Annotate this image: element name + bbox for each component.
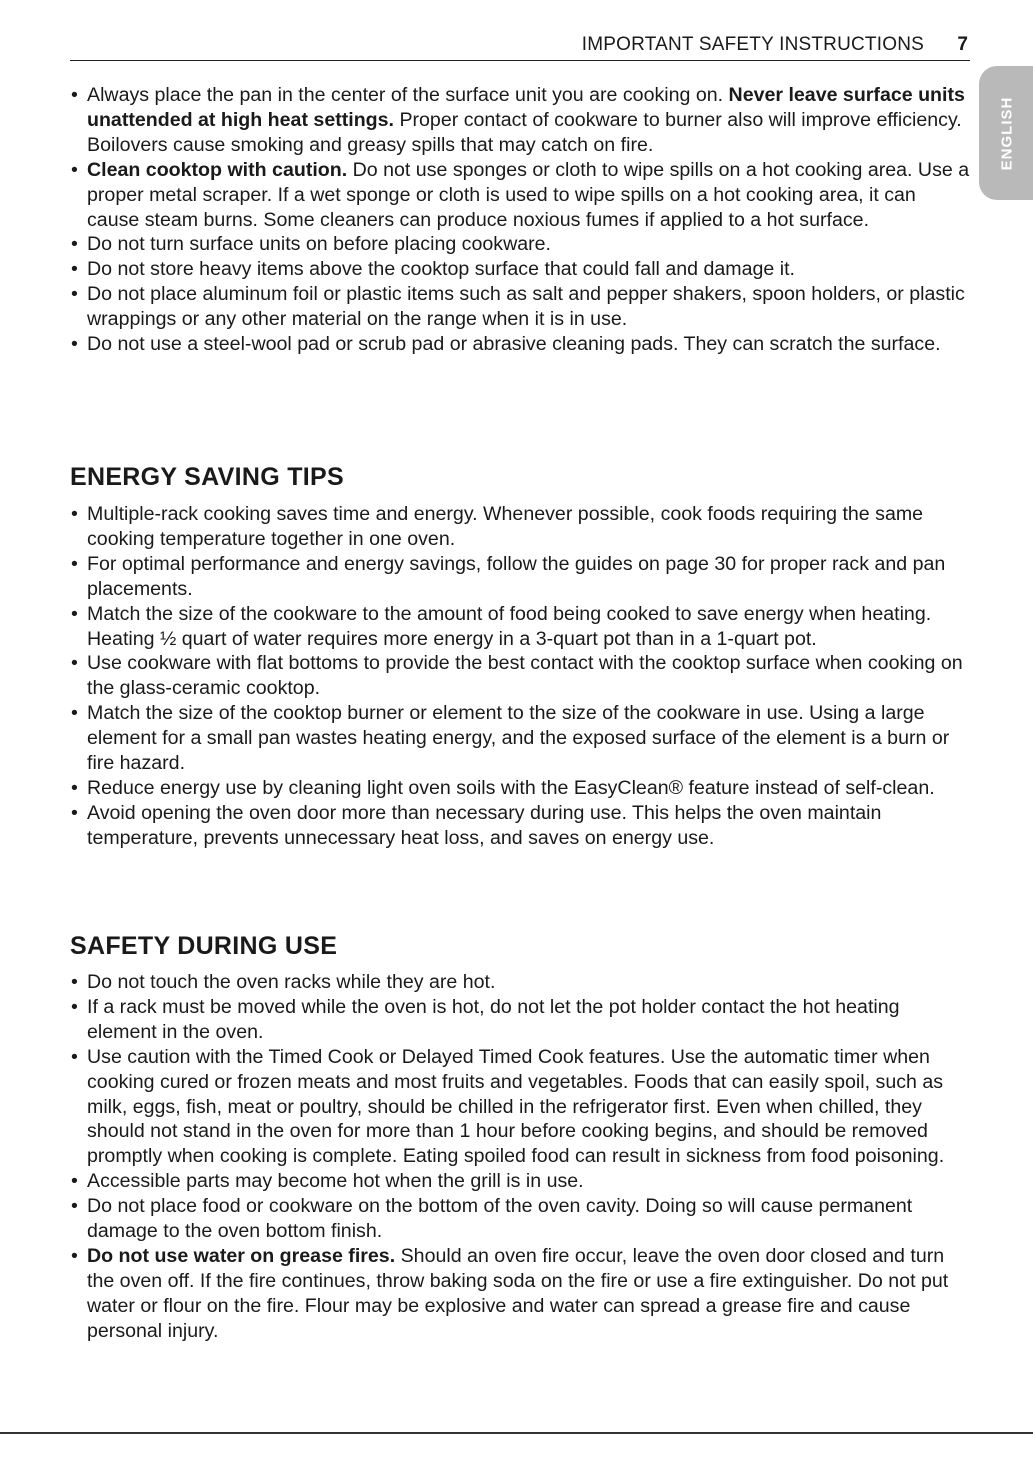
- list-item: • Do not use a steel-wool pad or scrub pad or abrasive cleaning pads. They can scratch the surface.: [70, 332, 970, 357]
- list-item: • Accessible parts may become hot when the grill is in use.: [70, 1169, 970, 1194]
- list-item: • Do not place aluminum foil or plastic items such as salt and pepper shakers, spoon holders, or plastic wrappings or any other material on the range when it is in use.: [70, 282, 970, 332]
- list-item: • Do not store heavy items above the cooktop surface that could fall and damage it.: [70, 257, 970, 282]
- list-item: • Clean cooktop with caution. Do not use sponges or cloth to wipe spills on a hot cooking area. Use a proper metal scraper. If a wet sponge or cloth is used to wipe spills on a hot cooking area, it can cause steam burns. Some cleaners can produce noxious fumes if applied to a hot surface.: [70, 158, 970, 233]
- page-number: 7: [957, 34, 968, 55]
- list-item: • Use cookware with flat bottoms to provide the best contact with the cooktop surface when cooking on the glass-ceramic cooktop.: [70, 651, 970, 701]
- header-title: IMPORTANT SAFETY INSTRUCTIONS: [581, 34, 924, 55]
- safety-instructions-list: [70, 83, 970, 357]
- list-item: • If a rack must be moved while the oven is hot, do not let the pot holder contact the hot heating element in the oven.: [70, 995, 970, 1045]
- safety-use-list: [70, 970, 970, 1344]
- list-item: • Do not use water on grease fires. Should an oven fire occur, leave the oven door closed and turn the oven off. If the fire continues, throw baking soda on the fire or use a fire extinguisher. Do not put water or flour on the fire. Flour may be explosive and water can spread a grease fire and cause personal injury.: [70, 1244, 970, 1344]
- list-item: • Use caution with the Timed Cook or Delayed Timed Cook features. Use the automatic timer when cooking cured or frozen meats and most fruits and vegetables. Foods that can easily spoil, such as milk, eggs, fish, meat or poultry, should be chilled in the refrigerator first. Even when chilled, they should not stand in the oven for more than 1 hour before cooking begins, and should be removed promptly when cooking is complete. Eating spoiled food can result in sickness from food poisoning.: [70, 1045, 970, 1170]
- energy-tips-list: [70, 502, 970, 851]
- list-item: • Avoid opening the oven door more than necessary during use. This helps the oven maintain temperature, prevents unnecessary heat loss, and saves on energy use.: [70, 801, 970, 851]
- list-item: • Reduce energy use by cleaning light oven soils with the EasyClean® feature instead of self-clean.: [70, 776, 970, 801]
- safety-use-heading: SAFETY DURING USE: [70, 932, 338, 960]
- language-tab[interactable]: [979, 66, 1033, 200]
- list-item: • Always place the pan in the center of the surface unit you are cooking on. Never leave surface units unattended at high heat settings. Proper contact of cookware to burner also will improve efficiency. Boilovers cause smoking and greasy spills that may catch on fire.: [70, 83, 970, 158]
- page-header: [70, 34, 970, 61]
- bottom-rule: [0, 1432, 1033, 1434]
- list-item: • For optimal performance and energy savings, follow the guides on page 30 for proper rack and pan placements.: [70, 552, 970, 602]
- language-tab-label: ENGLISH: [998, 96, 1016, 170]
- list-item: • Do not turn surface units on before placing cookware.: [70, 232, 970, 257]
- energy-heading: ENERGY SAVING TIPS: [70, 463, 344, 491]
- list-item: • Multiple-rack cooking saves time and energy. Whenever possible, cook foods requiring the same cooking temperature together in one oven.: [70, 502, 970, 552]
- list-item: • Match the size of the cookware to the amount of food being cooked to save energy when heating. Heating ½ quart of water requires more energy in a 3-quart pot than in a 1-quart pot.: [70, 602, 970, 652]
- list-item: • Match the size of the cooktop burner or element to the size of the cookware in use. Using a large element for a small pan wastes heating energy, and the exposed surface of the element is a burn or fire hazard.: [70, 701, 970, 776]
- list-item: • Do not touch the oven racks while they are hot.: [70, 970, 970, 995]
- list-item: • Do not place food or cookware on the bottom of the oven cavity. Doing so will cause permanent damage to the oven bottom finish.: [70, 1194, 970, 1244]
